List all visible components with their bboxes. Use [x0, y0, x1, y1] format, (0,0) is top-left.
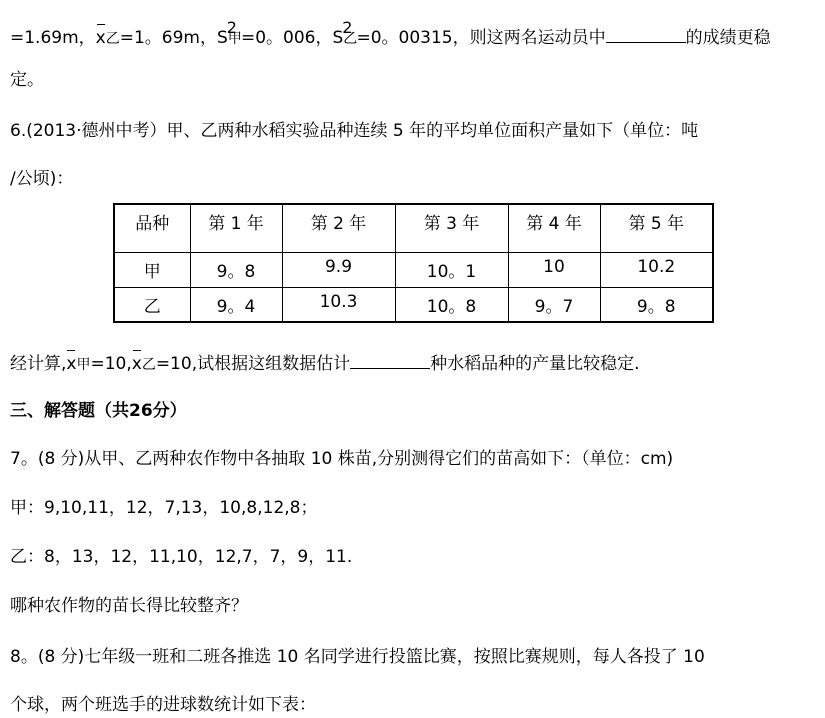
- rice-yield-table: [113, 203, 714, 323]
- q7-line-3: 乙：8，13，12，11,10，12,7，7，9，11.: [10, 547, 353, 567]
- q6-after-table-line: [10, 350, 640, 377]
- q5-text-part5: 的成绩更稳: [685, 28, 771, 48]
- s-symbol: S: [216, 28, 228, 48]
- q6-after-c: =10,试根据这组数据估计: [155, 354, 351, 374]
- table-header-cell: 第 1 年: [190, 204, 282, 252]
- subscript-yi: 乙: [141, 357, 156, 373]
- x-bar-symbol: x: [95, 28, 106, 48]
- q5-text-part4: =0。00315，则这两名运动员中: [356, 28, 606, 48]
- q6-after-d: 种水稻品种的产量比较稳定.: [430, 354, 640, 374]
- q6-after-a: 经计算,: [10, 354, 67, 374]
- mean-x-yi: [96, 26, 120, 51]
- table-cell: 10.3: [282, 287, 395, 322]
- table-cell: 甲: [114, 252, 190, 287]
- q5-text-part3: =0。006，: [240, 28, 333, 48]
- q8-line-2: 个球，两个班选手的进球数统计如下表：: [10, 695, 316, 715]
- q8-line-1: 8。(8 分)七年级一班和二班各推选 10 名同学进行投篮比赛，按照比赛规则，每人各投了 10: [10, 647, 705, 667]
- mean-x-yi: [132, 352, 156, 377]
- table-cell: 9.9: [282, 252, 395, 287]
- q6-line-1: 6.(2013·德州中考）甲、乙两种水稻实验品种连续 5 年的平均单位面积产量如下（单位：吨: [10, 121, 699, 141]
- table-cell: 9。8: [600, 287, 713, 322]
- s-symbol: S: [332, 28, 344, 48]
- table-cell: 9。7: [508, 287, 600, 322]
- section-3-title: 三、解答题（共26分）: [10, 401, 187, 421]
- answer-blank: [606, 24, 686, 43]
- variance-s-yi: [332, 18, 358, 51]
- subscript-yi: 乙: [105, 31, 120, 47]
- table-cell: 10.2: [600, 252, 713, 287]
- table-header-cell: 第 5 年: [600, 204, 713, 252]
- q5-tail-line-1: [10, 18, 771, 51]
- table-cell: 10: [508, 252, 600, 287]
- q7-line-1: 7。(8 分)从甲、乙两种农作物中各抽取 10 株苗,分别测得它们的苗高如下：（单位：cm): [10, 449, 674, 469]
- subscript-jia: 甲: [227, 31, 242, 47]
- subscript-jia: 甲: [76, 357, 91, 373]
- superscript-2: 2: [342, 18, 353, 37]
- q6-after-b: =10,: [90, 354, 132, 374]
- q7-line-4: 哪种农作物的苗长得比较整齐？: [10, 596, 248, 616]
- q7-line-2: 甲：9,10,11，12，7,13，10,8,12,8；: [10, 498, 318, 518]
- answer-blank: [350, 350, 430, 369]
- table-header-cell: 品种: [114, 204, 190, 252]
- table-cell: 10。1: [395, 252, 508, 287]
- table-cell: 9。4: [190, 287, 282, 322]
- table-row: [114, 287, 713, 322]
- table-cell: 乙: [114, 287, 190, 322]
- superscript-2: 2: [226, 18, 237, 37]
- table-row: [114, 252, 713, 287]
- table-cell: 10。8: [395, 287, 508, 322]
- table-header-cell: 第 2 年: [282, 204, 395, 252]
- q5-text-part2: =1。69m，: [119, 28, 217, 48]
- table-header-cell: 第 3 年: [395, 204, 508, 252]
- variance-s-jia: [216, 18, 242, 51]
- q5-text-part1: =1.69m，: [10, 28, 96, 48]
- q6-line-2: /公顷)：: [10, 169, 74, 189]
- subscript-yi: 乙: [343, 31, 358, 47]
- table-header-row: [114, 204, 713, 252]
- q5-tail-line-2: 定。: [10, 70, 44, 90]
- table-cell: 9。8: [190, 252, 282, 287]
- table-header-cell: 第 4 年: [508, 204, 600, 252]
- x-bar-symbol: x: [131, 354, 142, 374]
- x-bar-symbol: x: [66, 354, 77, 374]
- mean-x-jia: [66, 352, 90, 377]
